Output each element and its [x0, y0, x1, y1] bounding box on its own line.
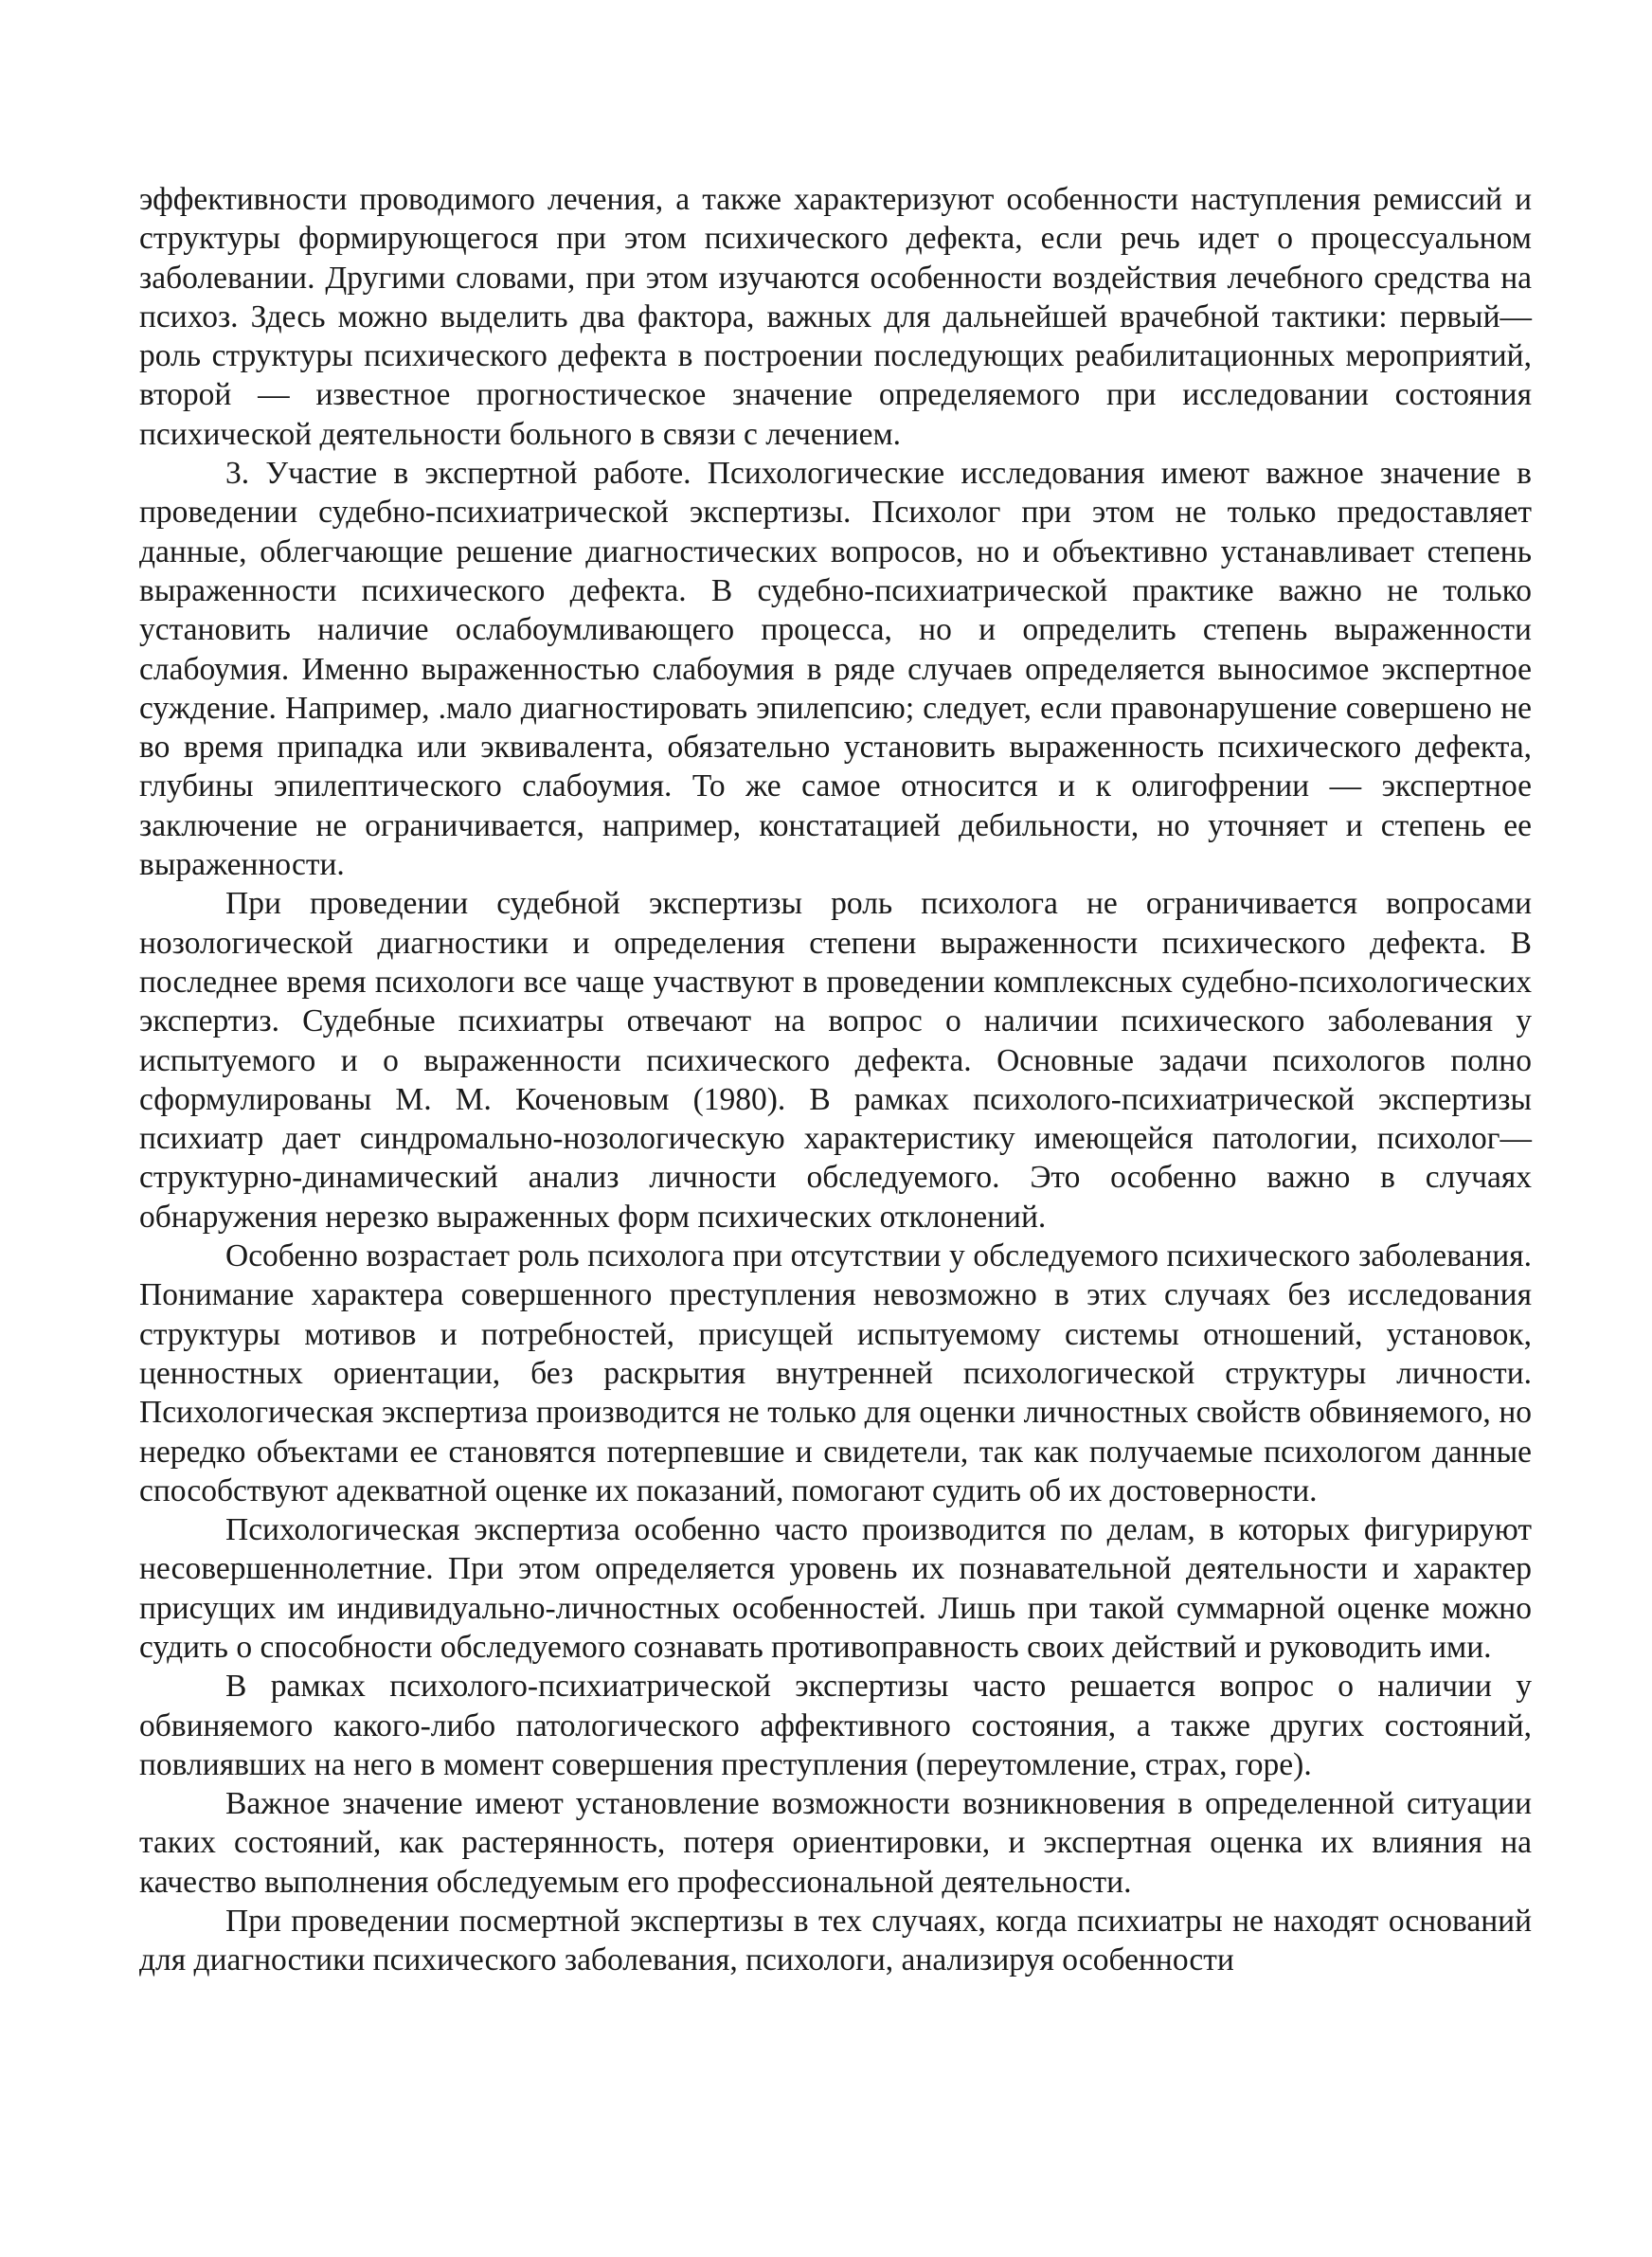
- paragraph-7: Важное значение имеют установление возможности возникновения в определенной ситуации таких состояний, как растерянность, потеря ориентировки, и экспертная оценка их влияния на качество выполнения обследуемым его профессиональной деятельности.: [139, 1786, 1532, 1900]
- paragraph-4: Особенно возрастает роль психолога при отсутствии у обследуемого психического заболевания. Понимание характера совершенного преступления невозможно в этих случаях без исследования структуры мотивов и потребностей, присущей испытуемому системы отношений, установок, ценностных ориентации, без раскрытия внутренней психологической структуры личности. Психологическая экспертиза производится не только для оценки личностных свойств обвиняемого, но нередко объектами ее становятся потерпевшие и свидетели, так как получаемые психологом данные способствуют адекватной оценке их показаний, помогают судить об их достоверности.: [139, 1238, 1532, 1508]
- paragraph-6: В рамках психолого-психиатрической экспертизы часто решается вопрос о наличии у обвиняемого какого-либо патологического аффективного состояния, а также других состояний, повлиявших на него в момент совершения преступления (переутомление, страх, горе).: [139, 1669, 1532, 1782]
- paragraph-8: При проведении посмертной экспертизы в тех случаях, когда психиатры не находят оснований для диагностики психического заболевания, психологи, анализируя особенности: [139, 1904, 1532, 1978]
- paragraph-2: 3. Участие в экспертной работе. Психологические исследования имеют важное значение в проведении судебно-психиатрической экспертизы. Психолог при этом не только предоставляет данные, облегчающие решение диагностических вопросов, но и объективно устанавливает степень выраженности психического дефекта. В судебно-психиатрической практике важно не только установить наличие ослабоумливающего процесса, но и определить степень выраженности слабоумия. Именно выраженностью слабоумия в ряде случаев определяется выносимое экспертное суждение. Например, .мало диагностировать эпилепсию; следует, если правонарушение совершено не во время припадка или эквивалента, обязательно установить выраженность психического дефекта, глубины эпилептического слабоумия. То же самое относится и к олигофрении — экспертное заключение не ограничивается, например, констатацией дебильности, но уточняет и степень ее выраженности.: [139, 456, 1532, 883]
- paragraph-1: эффективности проводимого лечения, а также характеризуют особенности наступления ремиссий и структуры формирующегося при этом психического дефекта, если речь идет о процессуальном заболевании. Другими словами, при этом изучаются особенности воздействия лечебного средства на психоз. Здесь можно выделить два фактора, важных для дальнейшей врачебной тактики: первый— роль структуры психического дефекта в построении последующих реабилитационных мероприятий, второй — известное прогностическое значение определяемого при исследовании состояния психической деятельности больного в связи с лечением.: [139, 182, 1532, 452]
- paragraph-3: При проведении судебной экспертизы роль психолога не ограничивается вопросами нозологической диагностики и определения степени выраженности психического дефекта. В последнее время психологи все чаще участвуют в проведении комплексных судебно-психологических экспертиз. Судебные психиатры отвечают на вопрос о наличии психического заболевания у испытуемого и о выраженности психического дефекта. Основные задачи психологов полно сформулированы М. М. Коченовым (1980). В рамках психолого-психиатрической экспертизы психиатр дает синдромально-нозологическую характеристику имеющейся патологии, психолог—структурно-динамический анализ личности обследуемого. Это особенно важно в случаях обнаружения нерезко выраженных форм психических отклонений.: [139, 886, 1532, 1235]
- body-text: [139, 180, 1532, 1980]
- paragraph-5: Психологическая экспертиза особенно часто производится по делам, в которых фигурируют несовершеннолетние. При этом определяется уровень их познавательной деятельности и характер присущих им индивидуально-личностных особенностей. Лишь при такой суммарной оценке можно судить о способности обследуемого сознавать противоправность своих действий и руководить ими.: [139, 1512, 1532, 1665]
